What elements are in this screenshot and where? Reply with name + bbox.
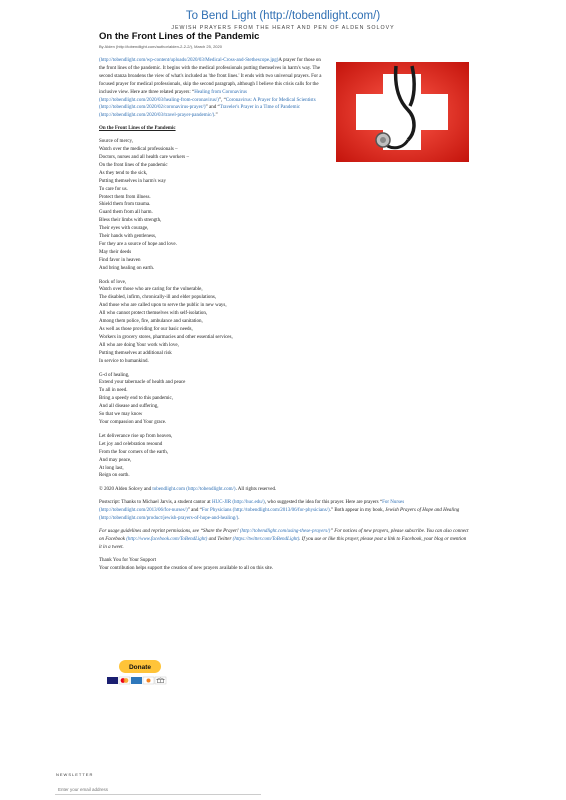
intro-text-and: ” and “ (205, 105, 220, 111)
twitter-link[interactable]: (https://twitter.com/ToBendLight) (232, 536, 300, 542)
poem-line: Putting themselves at additional risk (99, 350, 172, 356)
copyright-rights: . All rights reserved. (235, 487, 277, 493)
copyright-line (99, 486, 469, 494)
newsletter-label: NEWSLETTER (56, 772, 94, 777)
poem-line: As well as those providing for our basic needs, (99, 327, 193, 332)
poem-line: Guard them from all harm. (99, 210, 153, 216)
intro-text: A prayer for those on the front lines of the pandemic. It begins with the medical professionals putting themselves in harm's way. The second stanza broadens the view of what's included as 'the front lines.' It ends with two universal prayers. For a focused prayer for medical professionals, skip the second paragraph, although I believe this crisis calls for the inclusive view. Here are three related prayers: “ (99, 58, 322, 95)
support-section (99, 557, 469, 573)
newsletter-email-input[interactable] (55, 784, 261, 795)
poem-line: And all disease and suffering, (99, 404, 159, 410)
donate-graphic (106, 660, 170, 690)
poem-stanza (99, 138, 469, 272)
copyright-site-link[interactable]: tobendlight.com (http://tobendlight.com/) (152, 487, 236, 493)
postscript-text: Postscript: Thanks to Michael Jarvis, a student cantor at (99, 500, 212, 506)
usage-paragraph (99, 528, 469, 552)
poem-heading: On the Front Lines of the Pandemic (99, 126, 176, 132)
usage-text: For usage guidelines and reprint permissions, see “Share the Prayer! (99, 528, 240, 534)
related-prayer-link-travelers[interactable]: Traveler's Prayer in a Time of Pandemic (http://tobendlight.com/2020/03/travel-prayer-pandemic/) (99, 105, 301, 119)
poem-line: Let joy and celebration resound (99, 441, 163, 447)
post-title: On the Front Lines of the Pandemic (99, 31, 260, 42)
book-title: Jewish Prayers of Hope and Healing (385, 508, 460, 514)
poem-line: Let deliverance rise up from heaven, (99, 433, 173, 439)
poem-line: And may peace, (99, 457, 132, 463)
book-link[interactable]: (http://tobendlight.com/product/jewish-prayers-of-hope-and-healing/) (99, 516, 239, 522)
related-prayer-link-scientists[interactable]: Coronavirus: A Prayer for Medical Scientists (http://tobendlight.com/2020/02/coronavirus-prayer/) (99, 97, 316, 111)
intro-paragraph (99, 57, 322, 120)
usage-text-4: . If you use or like this prayer, please post a link to Facebook, your blog or mention it in a tweet. (99, 536, 467, 550)
poem-line: To care for us. (99, 186, 128, 192)
for-physicians-link[interactable]: For Physicians (http://tobendlight.com/2013/06/for-physicians/) (201, 508, 330, 514)
poem-line: On the front lines of the pandemic (99, 162, 168, 168)
poem-line: As they tend to the sick, (99, 170, 148, 176)
poem-stanza (99, 433, 469, 480)
poem-line: May their deeds (99, 249, 132, 255)
poem-line: Doctors, nurses and all health care workers – (99, 154, 189, 160)
postscript-text-2: , who suggested the idea for this prayer. Here are prayers “ (264, 500, 383, 506)
poem-line: All who cannot protect themselves with self-isolation, (99, 311, 208, 317)
poem-line: From the four corners of the earth, (99, 449, 169, 455)
for-nurses-link[interactable]: For Nurses (http://tobendlight.com/2013/06/for-nurses/) (99, 500, 405, 514)
share-prayer-link[interactable]: (http://tobendlight.com/using-these-prayers/) (239, 528, 331, 534)
post-byline[interactable]: By Alden (http://tobendlight.com/author/alden-2-2-2/), March 25, 2020 (99, 44, 222, 49)
poem-line: Reign on earth. (99, 473, 130, 479)
poem-line: Workers in grocery stores, pharmacies and other essential services, (99, 334, 233, 340)
intro-text-sep: ”, “ (218, 97, 226, 103)
poem-line: Rock of love, (99, 279, 127, 285)
poem-line: Their eyes with courage, (99, 226, 149, 232)
amex-icon (131, 677, 142, 684)
poem-line: Shield them from trauma. (99, 202, 151, 208)
poem-line: For they are a source of hope and love. (99, 241, 177, 247)
post-content (99, 57, 469, 572)
poem-line: Watch over those who are caring for the vulnerable, (99, 287, 203, 293)
poem-line: Protect them from illness. (99, 194, 151, 200)
usage-text-3: and Twitter (207, 536, 233, 542)
poem-line: Extend your tabernacle of health and peace (99, 380, 186, 386)
poem-line: Bless their limbs with strength, (99, 218, 162, 224)
postscript-paragraph (99, 499, 469, 523)
site-tagline: JEWISH PRAYERS FROM THE HEART AND PEN OF ALDEN SOLOVY (171, 25, 395, 31)
poem-line: Their hands with gentleness, (99, 234, 157, 240)
poem-stanza (99, 279, 469, 366)
poem-line: To all in need. (99, 388, 128, 394)
copyright-text: © 2020 Alden Solovy and (99, 487, 153, 493)
poem-line: Your compassion and Your grace. (99, 419, 167, 425)
donate-button[interactable] (119, 660, 161, 673)
poem-line: All who are doing Your work with love, (99, 342, 179, 348)
poem-line: Among them police, fire, ambulance and sanitation, (99, 319, 203, 325)
poem-line: Source of mercy, (99, 139, 133, 145)
postscript-end: . (238, 516, 240, 522)
poem-line: In service to humankind. (99, 358, 149, 364)
visa-icon (107, 677, 118, 684)
poem-line: And those who are called upon to serve the public in new ways, (99, 303, 227, 309)
intro-text-end: .” (214, 113, 218, 119)
poem-stanza (99, 372, 469, 427)
poem-line: At long last, (99, 465, 124, 471)
poem-line: So that we may know (99, 412, 143, 418)
postscript-text-4: .” Both appear in my book, (329, 508, 386, 514)
postscript-text-3: ” and “ (187, 508, 202, 514)
poem-line: Bring a speedy end to this pandemic, (99, 396, 174, 402)
donate-button-label: Donate (128, 664, 152, 671)
huc-jir-link[interactable]: HUC-JIR (http://huc.edu/) (211, 500, 265, 506)
poem-line: G-d of healing, (99, 372, 130, 378)
donate-widget (106, 660, 170, 690)
poem-line: The disabled, infirm, chronically-ill and elder populations, (99, 295, 217, 301)
poem (99, 138, 469, 480)
poem-line: And bring healing on earth. (99, 265, 155, 271)
support-text: Your contribution helps support the creation of new prayers available to all on this site. (99, 565, 274, 571)
support-title: Thank You for Your Support (99, 557, 156, 563)
poem-line: Putting themselves in harm's way (99, 178, 167, 184)
payment-card-icons (107, 677, 166, 684)
related-prayer-link-healing[interactable]: Healing from Coronavirus (http://tobendlight.com/2020/03/healing-from-coronavirus/) (99, 89, 247, 103)
usage-text-2: ” For notices of new prayers, please subscribe. You can also connect on Facebook (99, 528, 469, 542)
poem-line: Find favor in heaven (99, 257, 141, 263)
site-title-link[interactable]: To Bend Light (http://tobendlight.com/) (185, 10, 381, 22)
facebook-link[interactable]: (http://www.facebook.com/ToBendLight) (126, 536, 208, 542)
poem-line: Watch over the medical professionals – (99, 147, 178, 153)
image-file-link[interactable]: (http://tobendlight.com/wp-content/uploads/2020/03/Medical-Cross-and-Stethescope.jpg) (99, 58, 279, 63)
